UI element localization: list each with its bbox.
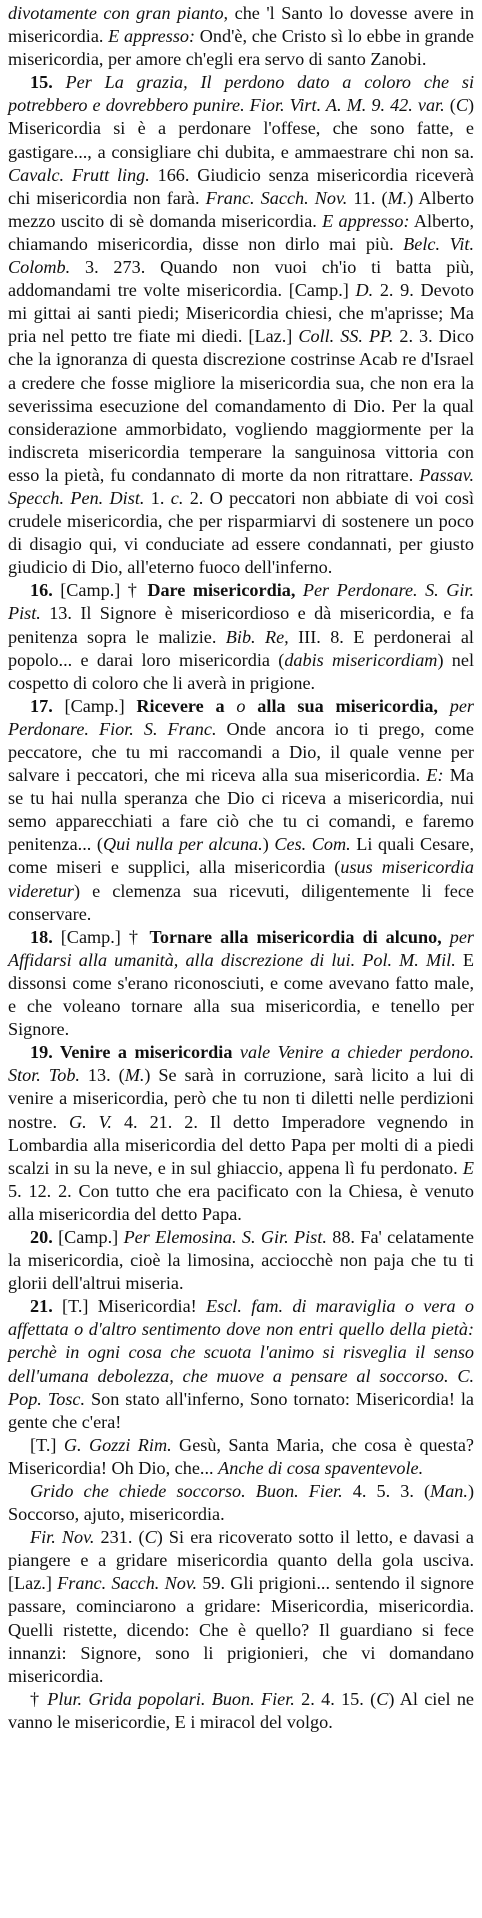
body-text: (	[444, 95, 456, 116]
italic-text: G. V.	[68, 1111, 112, 1132]
body-text: Ond'è, che Cristo sì lo ebbe in grande misericordia, per amore ch'egli era servo di santo Zanobi.	[8, 26, 475, 70]
entry-headword: Venire a misericordia	[52, 1042, 233, 1063]
italic-text: Cavalc. Frutt ling.	[8, 164, 150, 185]
entry-number: 16.	[30, 580, 53, 601]
body-text: 3. 273. Quando non vuoi ch'io ti batta più, addomandami tre volte misericordia. [Camp.]	[8, 257, 474, 301]
italic-text: o	[224, 695, 258, 716]
body-text: 59. Gli prigioni... sentendo il signore passare, cominciarono a gridare: Misericordia, misericordia. Quelli ristette, dicendo: Che è quello? Il guardiano si fece innanzi: Signore, sono li prigionieri, che vi domandano misericordia.	[8, 1573, 474, 1686]
entry-20	[8, 1226, 474, 1295]
italic-text: usus misericordia videretur	[8, 857, 474, 901]
body-text: E dissonsi come s'erano riconosciuti, e come avevano fatto male, e che voleano tornare alla sua misericordia, e tenello per Signore.	[8, 949, 474, 1040]
italic-text: Plur. Grida popolari. Buon. Fier.	[47, 1688, 295, 1709]
body-text: Ma se tu hai nulla speranza che Dio ci riceva a misericordia, nui semo apparecchiati a fare ciò che tu ci comandi, e faremo penitenza... (	[8, 765, 474, 855]
entry-number: 18.	[30, 926, 53, 947]
body-text: Li quali Cesare, come miseri e supplici, alla misericordia (	[8, 834, 475, 878]
opening-paragraph	[8, 2, 474, 71]
entry-number: 21.	[30, 1296, 53, 1317]
italic-text: Belc. Vit. Colomb.	[8, 233, 474, 278]
italic-text: E	[462, 1157, 474, 1178]
italic-text: Ces. Com.	[274, 834, 351, 855]
entry-headword: Dare misericordia,	[147, 580, 296, 601]
body-text: 11. (	[347, 187, 388, 208]
body-text: 2. 4. 15. (	[294, 1688, 377, 1709]
italic-text: Per Perdonare. S. Gir. Pist.	[8, 580, 474, 624]
italic-text: Fir. Nov.	[30, 1527, 95, 1548]
italic-text: E:	[426, 765, 444, 786]
italic-text: Escl. fam. di maraviglia o vera o affettata o d'altro sentimento dove non entri quello della pietà: perchè in ogni cosa che scuota l'animo si risveglia il senso dell'umana debolezza, che muove a pensare al soccorso. C. Pop. Tosc.	[8, 1296, 474, 1409]
entry-17	[8, 695, 474, 926]
italic-text: Franc. Sacch. Nov.	[205, 187, 348, 208]
italic-text: Man.	[430, 1481, 468, 1501]
entry-number: 20.	[30, 1226, 53, 1247]
italic-text: Grido che chiede soccorso. Buon. Fier.	[30, 1481, 343, 1501]
body-text: 2. 3. Dico che la ignoranza di questa discrezione costrinse Acab re d'Israel a credere che fosse migliore la misericordia sua, che non era la severissima esecuzione del comandamento di Dio. Per la qual considerazione ammorbidato, vogliendo maggiormente per la indiscreta misericordia temperare la sanguinosa vittoria con esso la pietà, fu condannato di morte da non ritrattare.	[8, 326, 474, 485]
italic-text: divotamente con gran pianto,	[8, 3, 229, 23]
entry-21-grido	[8, 1480, 474, 1526]
entry-headword: alla sua misericordia,	[257, 695, 438, 716]
body-text: ) Si era ricoverato sotto il letto, e davasi a piangere e a gridare misericordia quanto della gola usciva. [Laz.]	[8, 1527, 475, 1594]
italic-text: per Perdonare. Fior. S. Franc.	[8, 695, 475, 739]
entry-21-plur	[8, 1688, 474, 1734]
body-text: Gesù, Santa Maria, che cosa è questa? Misericordia! Oh Dio, che...	[8, 1434, 474, 1478]
body-text: Son stato all'inferno, Sono tornato: Misericordia! la gente che c'era!	[8, 1388, 474, 1432]
entry-16	[8, 579, 474, 694]
italic-text: dabis misericordiam	[284, 649, 438, 670]
body-text: ) e clemenza sua ricevuti, diligentemente li fece conservare.	[8, 880, 474, 924]
body-text: 5. 12. 2. Con tutto che era pacificato con la Chiesa, è venuto alla misericordia del detto Papa.	[8, 1180, 474, 1224]
body-text: ) Al ciel ne vanno le misericordie, E i miracol del volgo.	[8, 1688, 474, 1732]
italic-text: Bib. Re,	[225, 626, 289, 647]
entry-number: 17.	[30, 695, 53, 716]
body-text: 4. 21. 2. Il detto Imperadore vegnendo in Lombardia alla misericordia del detto Papa per molti di a piedi scalzi in su la neve, e in sul ghiaccio, appena lì fu perdonato.	[8, 1111, 474, 1178]
italic-text: Per La grazia, Il perdono dato a coloro che si potrebbero e dovrebbero punire. Fior. Virt. A. M. 9. 42. var.	[8, 72, 474, 116]
entry-21-fir	[8, 1526, 474, 1688]
body-text: 2. O peccatori non abbiate di voi così crudele misericordia, che per risparmiarvi di sostenere un poco di disagio qui, vi conduciate ad essere condannati, per giusto giudicio di Dio, all'eterno fuoco dell'inferno.	[8, 487, 474, 578]
body-text: [Camp.] †	[52, 580, 148, 601]
italic-text: vale Venire a chieder perdono. Stor. Tob.	[8, 1042, 475, 1086]
entry-19	[8, 1041, 474, 1226]
body-text: [Camp.]	[52, 695, 137, 716]
body-text: ) Soccorso, ajuto, misericordia.	[8, 1481, 474, 1525]
italic-text: Qui nulla per alcuna.	[102, 834, 263, 855]
italic-text: D.	[355, 280, 374, 301]
italic-text: E appresso:	[322, 210, 410, 231]
italic-text: Franc. Sacch. Nov.	[57, 1573, 198, 1594]
entry-headword: Tornare alla misericordia di alcuno,	[149, 926, 442, 947]
italic-text: per Affidarsi alla umanità, alla discrezione di lui. Pol. M. Mil.	[8, 926, 474, 970]
entry-number: 19.	[30, 1042, 53, 1063]
body-text: che 'l Santo lo dovesse avere in misericordia.	[8, 3, 474, 47]
body-text: ) Se sarà in corruzione, sarà licito a lui di venire a misericordia, però che tu non ti diletti nelle perdizioni nostre.	[8, 1065, 474, 1132]
entry-15	[8, 71, 474, 579]
body-text: 13. Il Signore è misericordioso e dà misericordia, e fa penitenza sopra le malizie.	[8, 603, 474, 647]
body-text: [T.]	[30, 1434, 64, 1455]
body-text: 166. Giudicio senza misericordia riceverà chi misericordia non farà.	[8, 164, 474, 208]
body-text: 4. 5. 3. (	[342, 1481, 431, 1501]
italic-text: Anche di cosa spaventevole.	[218, 1457, 424, 1478]
italic-text: Coll. SS. PP.	[298, 326, 394, 347]
body-text: 88. Fa' celatamente la misericordia, cioè la limosina, acciocchè non paja che tu ti glorii dell'altrui miseria.	[8, 1226, 474, 1294]
body-text: ) nel cospetto di coloro che li averà in prigione.	[8, 649, 475, 693]
body-text: Onde ancora io ti prego, come peccatore, che tu mi raccomandi a Dio, il quale venne per salvare i peccatori, che mi riceva alla sua misericordia.	[8, 718, 475, 786]
body-text: [T.] Misericordia!	[52, 1296, 207, 1317]
italic-text: c.	[170, 487, 184, 508]
entry-18	[8, 926, 474, 1041]
italic-text: Per Elemosina. S. Gir. Pist.	[123, 1226, 327, 1247]
italic-text: M.	[387, 187, 408, 208]
body-text: III. 8. E perdonerai al popolo... e darai loro misericordia (	[8, 626, 474, 670]
body-text: ) Alberto mezzo uscito di sè domanda misericordia.	[8, 187, 474, 231]
italic-text: E appresso:	[108, 26, 196, 47]
body-text: 231. (	[94, 1527, 145, 1548]
body-text: †	[30, 1688, 48, 1709]
italic-text: G. Gozzi Rim.	[63, 1434, 172, 1455]
body-text: [Camp.]	[52, 1226, 124, 1247]
body-text: )	[262, 834, 275, 855]
body-text: 2. 9. Devoto mi gittai ai santi piedi; Misericordia chiesi, che m'aprisse; Ma pria nel petto tre fiate mi diedi. [Laz.]	[8, 280, 474, 347]
body-text: Alberto, chiamando misericordia, disse non dirlo mai più.	[8, 210, 474, 254]
body-text: ) Misericordia si è a perdonare l'offese, che sono fatte, e gastigare..., a consigliare chi dubita, e ammaestrare chi non sa.	[8, 95, 475, 162]
italic-text: M.	[124, 1065, 145, 1086]
body-text: [Camp.] †	[52, 926, 150, 947]
entry-21-gozzi	[8, 1434, 474, 1480]
body-text: 1.	[144, 487, 171, 508]
entry-21	[8, 1295, 474, 1434]
italic-text: C	[376, 1688, 389, 1709]
entry-number: 15.	[30, 72, 53, 93]
entry-headword: Ricevere a	[136, 695, 225, 716]
italic-text: Passav. Specch. Pen. Dist.	[8, 464, 474, 508]
body-text: 13. (	[79, 1065, 125, 1086]
italic-text: C	[455, 95, 468, 116]
italic-text: C	[144, 1527, 157, 1548]
